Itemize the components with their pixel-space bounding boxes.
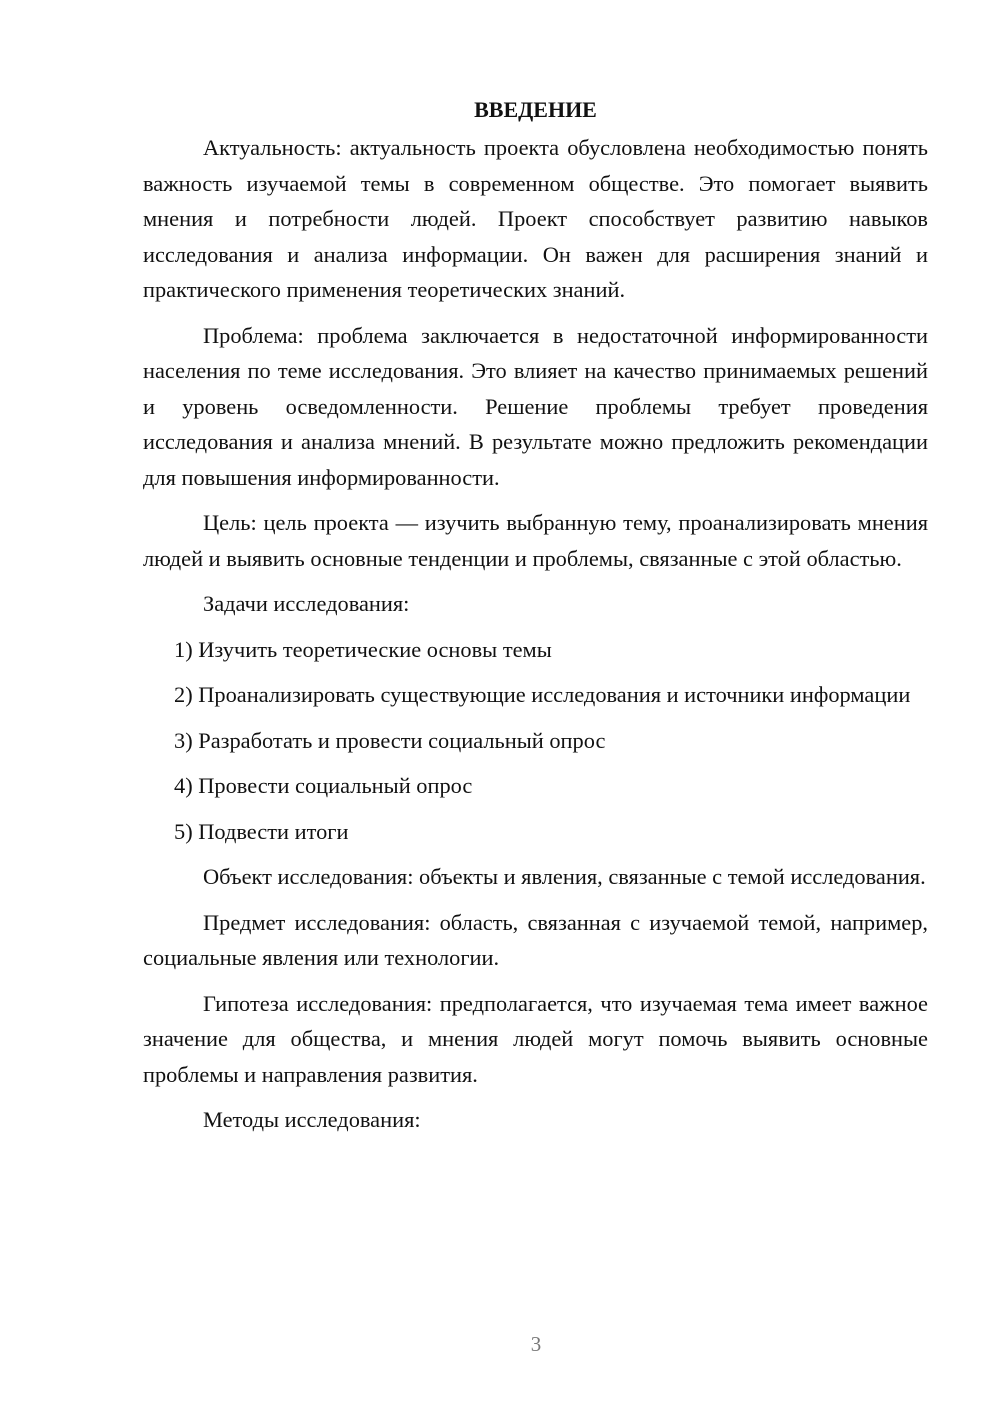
task-item-1: 1) Изучить теоретические основы темы bbox=[174, 636, 552, 662]
document-body bbox=[143, 92, 928, 1148]
paragraph-object: Объект исследования: объекты и явления, связанные с темой исследования. bbox=[203, 864, 926, 889]
paragraph-hypothesis: Гипотеза исследования: предполагается, что изучаемая тема имеет важное значение для общества, и мнения людей могут помочь выявить основные проблемы и направления развития. bbox=[143, 990, 928, 1087]
tasks-heading: Задачи исследования: bbox=[203, 591, 410, 616]
task-item-4: 4) Провести социальный опрос bbox=[174, 773, 473, 798]
paragraph-goal: Цель: цель проекта — изучить выбранную тему, проанализировать мнения людей и выявить основные тенденции и проблемы, связанные с этой областью. bbox=[143, 510, 928, 571]
paragraph-subject: Предмет исследования: область, связанная с изучаемой темой, например, социальные явления или технологии. bbox=[143, 909, 928, 970]
task-item-5: 5) Подвести итоги bbox=[174, 818, 349, 844]
methods-heading: Методы исследования: bbox=[203, 1107, 421, 1132]
task-item-3: 3) Разработать и провести социальный опрос bbox=[174, 727, 606, 753]
page-number: 3 bbox=[530, 1332, 542, 1356]
task-item-2: 2) Проанализировать существующие исследования и источники информации bbox=[174, 682, 911, 707]
page-title: ВВЕДЕНИЕ bbox=[474, 97, 597, 122]
paragraph-problem: Проблема: проблема заключается в недостаточной информированности населения по теме исследования. Это влияет на качество принимаемых решений и уровень осведомленности. Решение проблемы требует проведения исследования и анализа мнений. В результате можно предложить рекомендации для повышения информированности. bbox=[143, 322, 928, 490]
paragraph-relevance: Актуальность: актуальность проекта обусловлена необходимостью понять важность изучаемой темы в современном обществе. Это помогает выявить мнения и потребности людей. Проект способствует развитию навыков исследования и анализа информации. Он важен для расширения знаний и практического применения теоретических знаний. bbox=[143, 135, 928, 302]
